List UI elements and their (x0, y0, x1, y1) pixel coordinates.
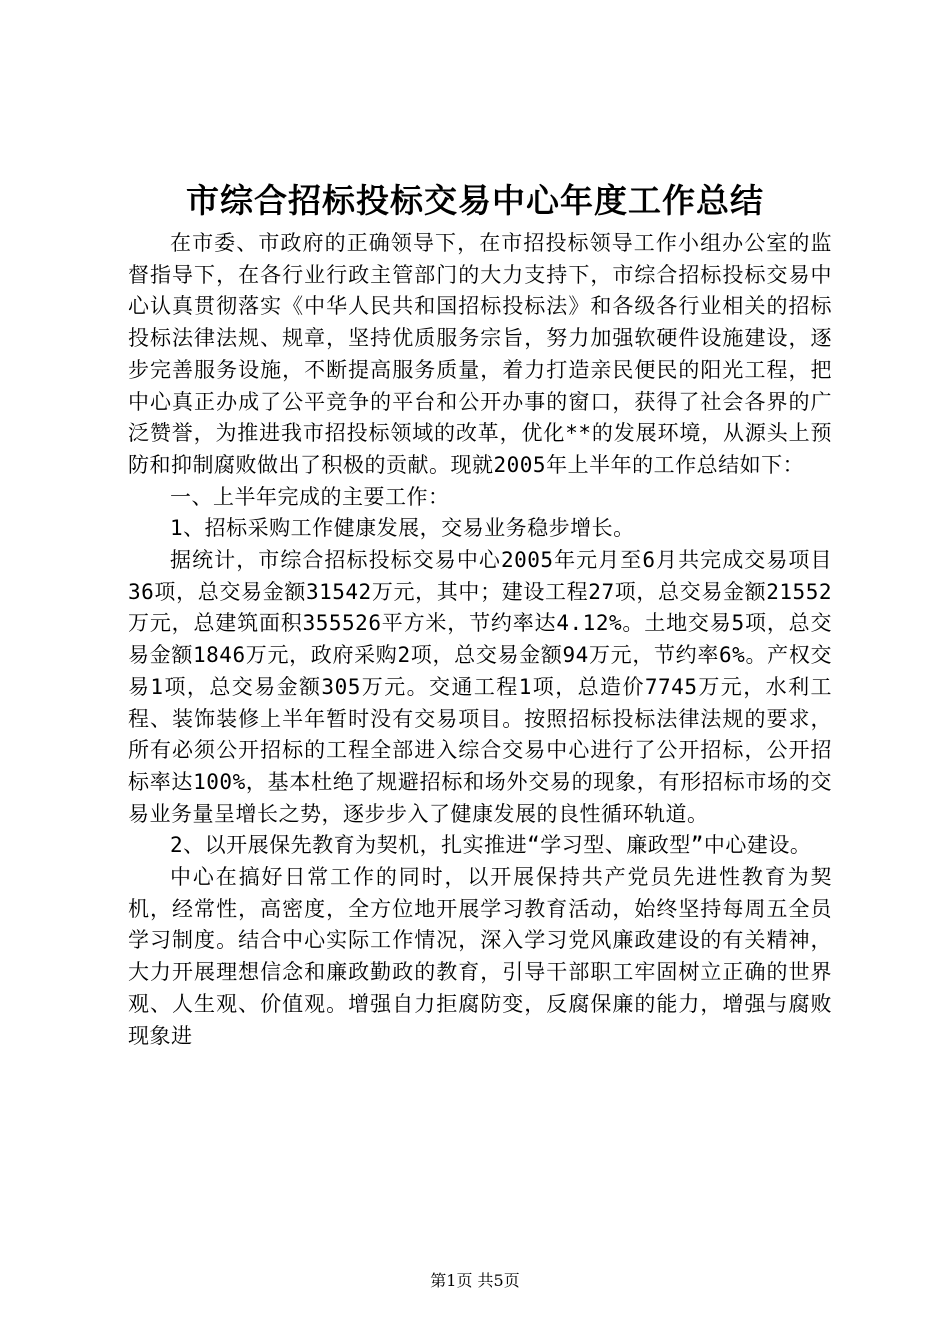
paragraph-education: 中心在搞好日常工作的同时，以开展保持共产党员先进性教育为契机，经常性，高密度，全方位地开展学习教育活动，始终坚持每周五全员学习制度。结合中心实际工作情况，深入学习党风廉政建设的有关精神，大力开展理想信念和廉政勤政的教育，引导干部职工牢固树立正确的世界观、人生观、价值观。增强自力拒腐防变，反腐保廉的能力，增强与腐败现象进 (128, 865, 832, 1048)
heading-item-2: 2、以开展保先教育为契机，扎实推进“学习型、廉政型”中心建设。 (170, 833, 812, 858)
heading-section-1: 一、上半年完成的主要工作： (170, 484, 450, 509)
page-number-footer: 第1页 共5页 (430, 1271, 520, 1290)
heading-item-1: 1、招标采购工作健康发展，交易业务稳步增长。 (170, 516, 635, 541)
page-title: 市综合招标投标交易中心年度工作总结 (186, 181, 764, 220)
paragraph-statistics: 据统计，市综合招标投标交易中心2005年元月至6月共完成交易项目36项，总交易金额31542万元，其中；建设工程27项，总交易金额21552万元，总建筑面积355526平方米，节约率达4.12%。土地交易5项，总交易金额1846万元，政府采购2项，总交易金额94万元，节约率6%。产权交易1项，总交易金额305万元。交通工程1项，总造价7745万元，水利工程、装饰装修上半年暂时没有交易项目。按照招标投标法律法规的要求，所有必须公开招标的工程全部进入综合交易中心进行了公开招标，公开招标率达100%，基本杜绝了规避招标和场外交易的现象，有形招标市场的交易业务量呈增长之势，逐步步入了健康发展的良性循环轨道。 (128, 548, 832, 826)
paragraph-intro: 在市委、市政府的正确领导下，在市招投标领导工作小组办公室的监督指导下，在各行业行政主管部门的大力支持下，市综合招标投标交易中心认真贯彻落实《中华人民共和国招标投标法》和各级各行业相关的招标投标法律法规、规章，坚持优质服务宗旨，努力加强软硬件设施建设，逐步完善服务设施，不断提高服务质量，着力打造亲民便民的阳光工程，把中心真正办成了公平竞争的平台和公开办事的窗口，获得了社会各界的广泛赞誉，为推进我市招投标领域的改革，优化**的发展环境，从源头上预防和抑制腐败做出了积极的贡献。现就2005年上半年的工作总结如下： (128, 231, 832, 477)
document-body (128, 228, 832, 1052)
